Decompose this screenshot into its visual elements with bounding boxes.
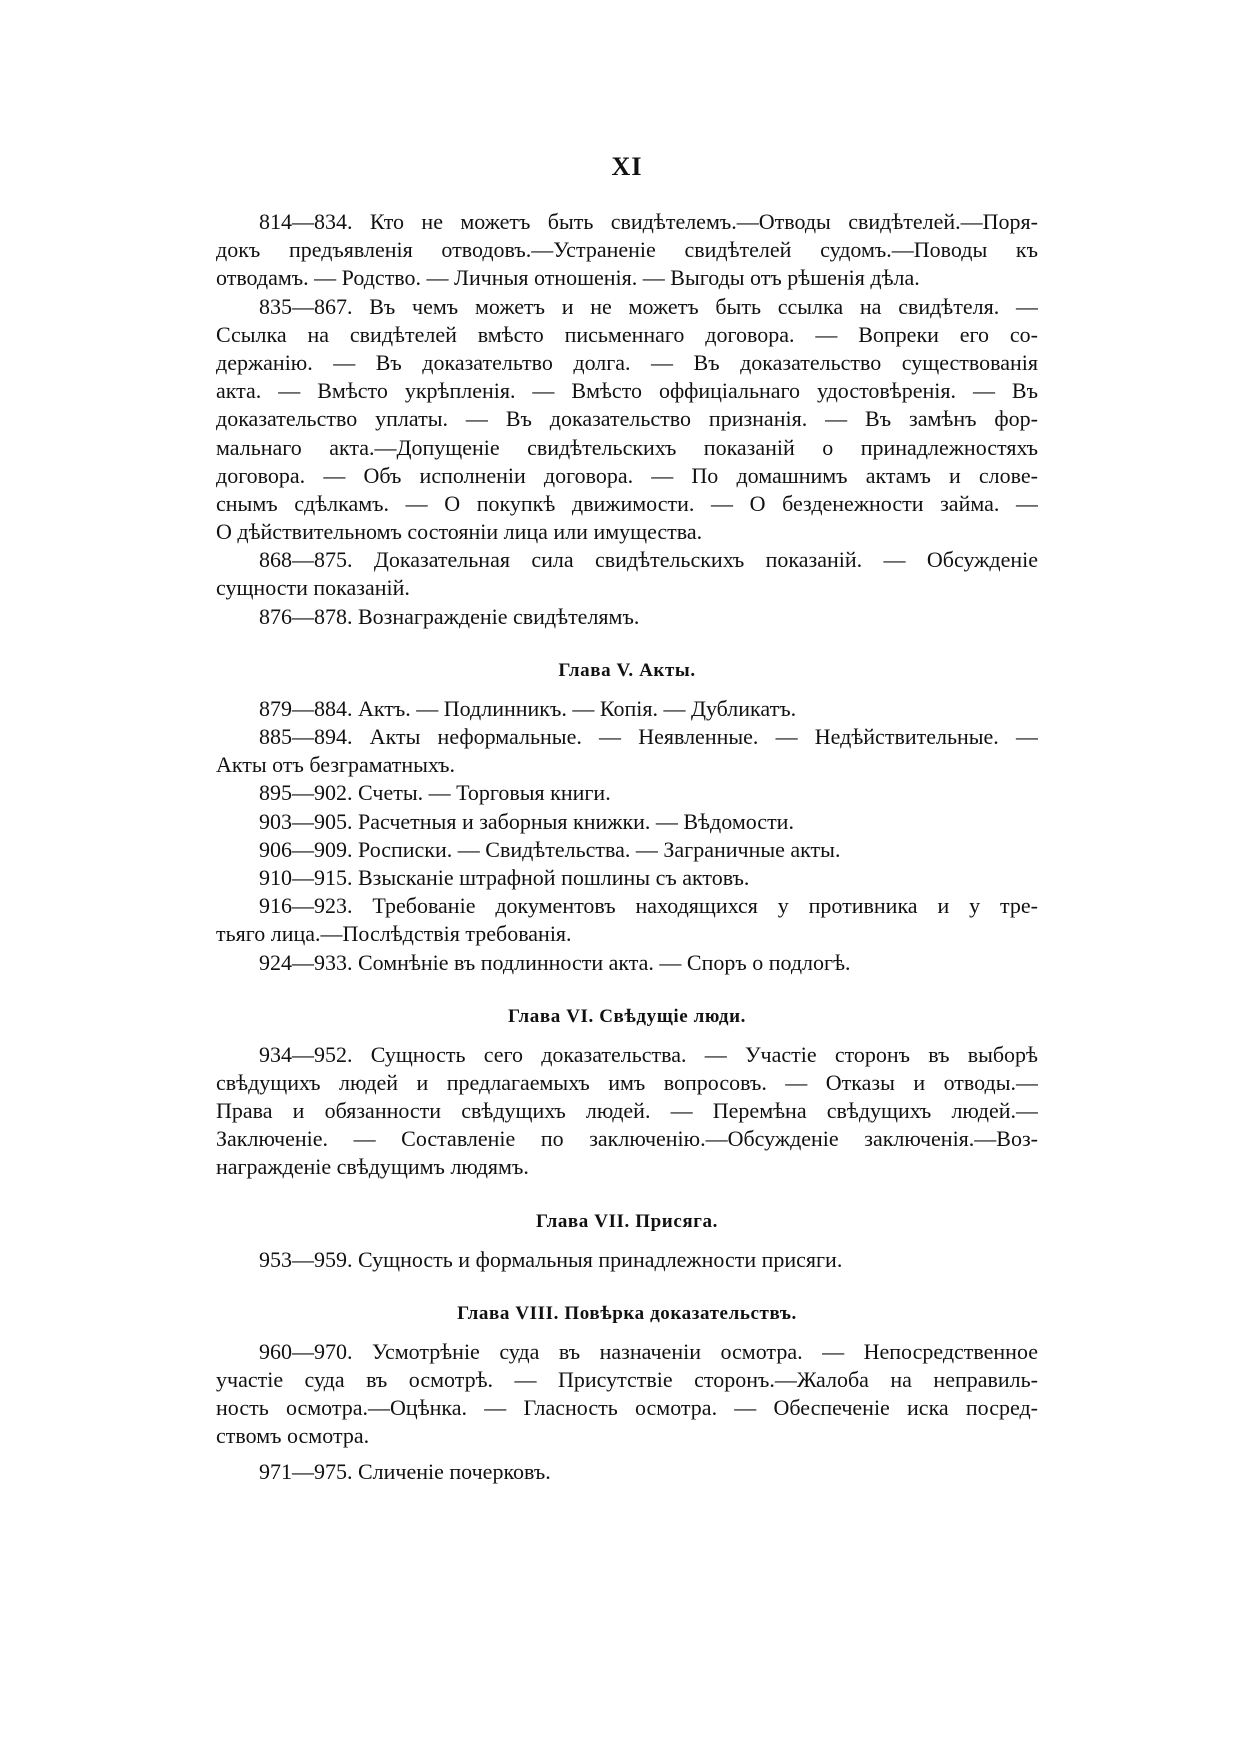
toc-entry-line: 895—902. Счеты. — Торговыя книги. xyxy=(259,780,611,806)
toc-entry-line: 916—923. Требованіе документовъ находящихся у противника и у тре- xyxy=(259,893,1038,919)
toc-entry xyxy=(216,1338,1038,1451)
toc-entry-line: 934—952. Сущность сего доказательства. — Участіе сторонъ въ выборѣ xyxy=(259,1041,1038,1067)
toc-entry xyxy=(216,1458,1038,1486)
toc-entry-line: 971—975. Сличеніе почерковъ. xyxy=(259,1458,551,1484)
toc-entry xyxy=(216,864,1038,892)
toc-entry-line: 960—970. Усмотрѣніе суда въ назначеніи осмотра. — Непосредственное xyxy=(259,1338,1038,1364)
toc-entry-line: сущности показаній. xyxy=(216,575,410,601)
toc-entry xyxy=(216,836,1038,864)
toc-entry-line: отводамъ. — Родство. — Личныя отношенія. — Выгоды отъ рѣшенія дѣла. xyxy=(216,265,920,291)
toc-entry-line: договора. — Объ исполненіи договора. — По домашнимъ актамъ и слове- xyxy=(216,462,1038,488)
toc-entry-line: 910—915. Взысканіе штрафной пошлины съ актовъ. xyxy=(259,864,750,890)
toc-entry-line: 876—878. Вознагражденіе свидѣтелямъ. xyxy=(259,603,640,629)
toc-entry-line: 879—884. Актъ. — Подлинникъ. — Копія. — Дубликатъ. xyxy=(259,695,797,721)
toc-entry xyxy=(216,808,1038,836)
toc-section xyxy=(216,1208,1038,1274)
toc-entry xyxy=(216,603,1038,631)
toc-entry xyxy=(216,208,1038,293)
toc-entry-line: держанію. — Въ доказательтво долга. — Въ доказательство существованія xyxy=(216,349,1038,375)
toc-entry-line: Акты отъ безграматныхъ. xyxy=(216,752,455,778)
toc-section xyxy=(216,1300,1038,1486)
toc-entry-line: О дѣйствительномъ состояніи лица или имущества. xyxy=(216,519,703,545)
toc-entry-line: 868—875. Доказательная сила свидѣтельскихъ показаній. — Обсужденіе xyxy=(259,547,1038,573)
chapter-heading: Глава VII. Присяга. xyxy=(536,1210,718,1232)
toc-entry-line: 903—905. Расчетныя и заборныя книжки. — Вѣдомости. xyxy=(259,808,794,834)
toc-entry xyxy=(216,695,1038,723)
toc-entry xyxy=(216,949,1038,977)
chapter-heading: Глава V. Акты. xyxy=(558,659,696,681)
toc-section xyxy=(216,208,1038,631)
toc-entry-line: 953—959. Сущность и формальныя принадлежности присяги. xyxy=(259,1246,843,1272)
toc-entry xyxy=(216,546,1038,602)
chapter-heading: Глава VIII. Повѣрка доказательствъ. xyxy=(457,1302,797,1324)
toc-entry xyxy=(216,723,1038,779)
toc-entry-line: мальнаго акта.—Допущеніе свидѣтельскихъ показаній о принадлежностяхъ xyxy=(216,434,1038,460)
toc-entry-line: акта. — Вмѣсто укрѣпленія. — Вмѣсто оффиціальнаго удостовѣренія. — Въ xyxy=(216,378,1038,404)
toc-entry-line: ность осмотра.—Оцѣнка. — Гласность осмотра. — Обеспеченіе иска посред- xyxy=(216,1395,1038,1421)
toc-entry-line: награжденіе свѣдущимъ людямъ. xyxy=(216,1154,529,1180)
toc-entry-line: свѣдущихъ людей и предлагаемыхъ имъ вопросовъ. — Отказы и отводы.— xyxy=(216,1069,1038,1095)
toc-entry-line: ствомъ осмотра. xyxy=(216,1423,370,1449)
toc-entry xyxy=(216,892,1038,948)
toc-entry-line: тьяго лица.—Послѣдствія требованія. xyxy=(216,921,572,947)
toc-section xyxy=(216,657,1038,977)
toc-entry-line: 906—909. Росписки. — Свидѣтельства. — Заграничные акты. xyxy=(259,836,841,862)
toc-entry-line: 814—834. Кто не можетъ быть свидѣтелемъ.—Отводы свидѣтелей.—Поря- xyxy=(259,209,1038,234)
toc-entry xyxy=(216,1041,1038,1182)
toc-entry-line: 924—933. Сомнѣніе въ подлинности акта. — Споръ о подлогѣ. xyxy=(259,949,851,975)
toc-entry xyxy=(216,779,1038,807)
toc-entry-line: Ссылка на свидѣтелей вмѣсто письменнаго договора. — Вопреки его со- xyxy=(216,321,1038,347)
toc-entry-line: Права и обязанности свѣдущихъ людей. — Перемѣна свѣдущихъ людей.— xyxy=(216,1098,1038,1124)
toc-entry xyxy=(216,1246,1038,1274)
toc-section xyxy=(216,1003,1038,1182)
toc-entry-line: участіе суда въ осмотрѣ. — Присутствіе сторонъ.—Жалоба на неправиль- xyxy=(216,1367,1038,1392)
toc-entry-line: 835—867. Въ чемъ можетъ и не можетъ быть ссылка на свидѣтеля. — xyxy=(259,293,1038,319)
toc-entry-line: Заключеніе. — Составленіе по заключенію.—Обсужденіе заключенія.—Воз- xyxy=(216,1126,1038,1152)
table-of-contents xyxy=(216,208,1038,1486)
toc-entry-line: снымъ сдѣлкамъ. — О покупкѣ движимости. — О безденежности займа. — xyxy=(216,490,1038,516)
toc-entry-line: доказательство уплаты. — Въ доказательство признанія. — Въ замѣнъ фор- xyxy=(216,406,1038,432)
chapter-heading: Глава VI. Свѣдущіе люди. xyxy=(507,1005,747,1027)
toc-entry-line: докъ предъявленія отводовъ.—Устраненіе свидѣтелей судомъ.—Поводы къ xyxy=(216,237,1038,263)
toc-entry xyxy=(216,293,1038,547)
toc-entry-line: 885—894. Акты неформальные. — Неявленные. — Недѣйствительные. — xyxy=(259,724,1038,749)
page-number: XI xyxy=(611,152,643,181)
